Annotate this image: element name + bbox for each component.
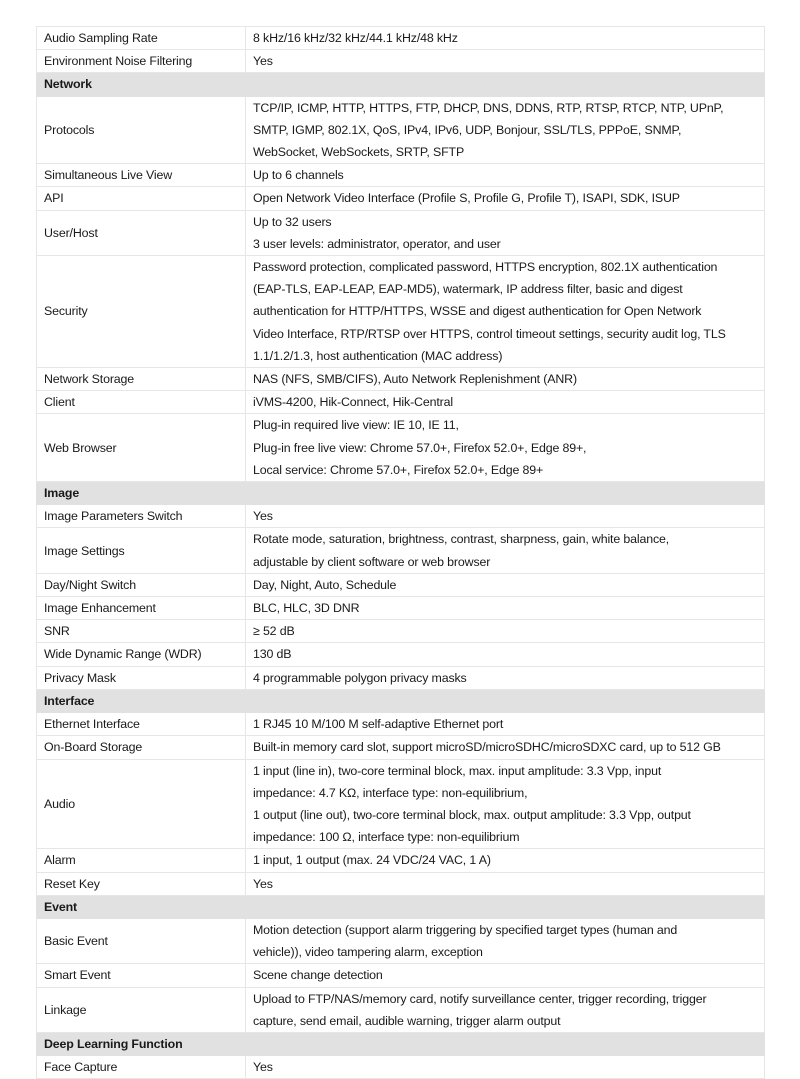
spec-value-line: capture, send email, audible warning, trigger alarm output	[253, 1013, 561, 1028]
section-title: Deep Learning Function	[37, 1032, 765, 1055]
spec-label: SNR	[37, 620, 246, 643]
spec-label: Audio Sampling Rate	[37, 27, 246, 50]
spec-value-line: Local service: Chrome 57.0+, Firefox 52.0+, Edge 89+	[253, 462, 544, 477]
spec-value-line: impedance: 4.7 KΩ, interface type: non-equilibrium,	[253, 785, 528, 800]
spec-value-line: 130 dB	[253, 647, 292, 662]
spec-row	[37, 849, 765, 872]
spec-label: Face Capture	[37, 1056, 246, 1079]
spec-value-line: WebSocket, WebSockets, SRTP, SFTP	[253, 145, 465, 160]
section-header-row	[37, 482, 765, 505]
spec-value	[246, 164, 765, 187]
spec-value	[246, 964, 765, 987]
spec-row	[37, 918, 765, 963]
spec-value-line: authentication for HTTP/HTTPS, WSSE and digest authentication for Open Network	[253, 304, 702, 319]
spec-value	[246, 50, 765, 73]
spec-label: Image Settings	[37, 528, 246, 573]
spec-value-line: NAS (NFS, SMB/CIFS), Auto Network Replenishment (ANR)	[253, 372, 577, 387]
spec-value-line: 3 user levels: administrator, operator, and user	[253, 236, 501, 251]
spec-label: Wide Dynamic Range (WDR)	[37, 643, 246, 666]
spec-value	[246, 597, 765, 620]
spec-row	[37, 505, 765, 528]
spec-value-line: Built-in memory card slot, support microSD/microSDHC/microSDXC card, up to 512 GB	[253, 740, 721, 755]
spec-label: Security	[37, 256, 246, 368]
spec-row	[37, 573, 765, 596]
spec-value-line: 1 input, 1 output (max. 24 VDC/24 VAC, 1 A)	[253, 853, 491, 868]
spec-value	[246, 210, 765, 255]
spec-value-line: Video Interface, RTP/RTSP over HTTPS, control timeout settings, security audit log, TLS	[253, 326, 726, 341]
spec-label: Protocols	[37, 96, 246, 164]
spec-label: Basic Event	[37, 918, 246, 963]
spec-label: Privacy Mask	[37, 666, 246, 689]
spec-row	[37, 187, 765, 210]
spec-label: Audio	[37, 759, 246, 849]
spec-value	[246, 368, 765, 391]
spec-label: On-Board Storage	[37, 736, 246, 759]
spec-label: Day/Night Switch	[37, 573, 246, 596]
spec-label: Ethernet Interface	[37, 713, 246, 736]
spec-row	[37, 164, 765, 187]
section-title: Interface	[37, 689, 765, 712]
spec-label: Image Enhancement	[37, 597, 246, 620]
spec-row	[37, 210, 765, 255]
spec-value-line: Motion detection (support alarm triggering by specified target types (human and	[253, 922, 678, 937]
spec-value-line: adjustable by client software or web browser	[253, 554, 491, 569]
spec-value-line: Open Network Video Interface (Profile S, Profile G, Profile T), ISAPI, SDK, ISUP	[253, 191, 680, 206]
spec-label: Environment Noise Filtering	[37, 50, 246, 73]
spec-value	[246, 1056, 765, 1079]
spec-row	[37, 528, 765, 573]
spec-row	[37, 713, 765, 736]
spec-row	[37, 736, 765, 759]
specification-table	[36, 26, 765, 1079]
spec-value-line: 8 kHz/16 kHz/32 kHz/44.1 kHz/48 kHz	[253, 31, 458, 45]
spec-value	[246, 528, 765, 573]
spec-value-line: Upload to FTP/NAS/memory card, notify surveillance center, trigger recording, trigger	[253, 991, 707, 1006]
spec-value-line: TCP/IP, ICMP, HTTP, HTTPS, FTP, DHCP, DNS, DDNS, RTP, RTSP, RTCP, NTP, UPnP,	[253, 100, 724, 115]
spec-label: Client	[37, 391, 246, 414]
spec-value-line: Yes	[253, 1060, 273, 1075]
spec-value	[246, 27, 765, 50]
spec-value	[246, 849, 765, 872]
spec-row	[37, 50, 765, 73]
spec-label: Linkage	[37, 987, 246, 1032]
spec-row	[37, 872, 765, 895]
specification-table-body	[37, 27, 765, 1079]
spec-label: Alarm	[37, 849, 246, 872]
spec-label: Reset Key	[37, 872, 246, 895]
section-title: Event	[37, 895, 765, 918]
spec-label: Smart Event	[37, 964, 246, 987]
section-header-row	[37, 689, 765, 712]
spec-value-line: 1.1/1.2/1.3, host authentication (MAC address)	[253, 348, 503, 363]
spec-row	[37, 1056, 765, 1079]
spec-value	[246, 620, 765, 643]
spec-row	[37, 987, 765, 1032]
spec-value-line: 1 output (line out), two-core terminal block, max. output amplitude: 3.3 Vpp, output	[253, 807, 691, 822]
spec-row	[37, 597, 765, 620]
spec-value	[246, 918, 765, 963]
section-header-row	[37, 895, 765, 918]
spec-value-line: vehicle)), video tampering alarm, exception	[253, 945, 483, 960]
section-title: Image	[37, 482, 765, 505]
spec-row	[37, 96, 765, 164]
spec-value-line: ≥ 52 dB	[253, 624, 295, 639]
spec-label: Network Storage	[37, 368, 246, 391]
spec-value-line: iVMS-4200, Hik-Connect, Hik-Central	[253, 395, 453, 410]
spec-row	[37, 643, 765, 666]
spec-value-line: Yes	[253, 876, 273, 891]
spec-value	[246, 666, 765, 689]
spec-value-line: Yes	[253, 54, 273, 69]
spec-row	[37, 620, 765, 643]
spec-value-line: 1 RJ45 10 M/100 M self-adaptive Ethernet port	[253, 717, 504, 732]
spec-value-line: Yes	[253, 509, 273, 524]
spec-row	[37, 964, 765, 987]
spec-value	[246, 96, 765, 164]
spec-value-line: Scene change detection	[253, 968, 383, 983]
spec-value	[246, 736, 765, 759]
spec-value-line: Rotate mode, saturation, brightness, contrast, sharpness, gain, white balance,	[253, 532, 670, 547]
spec-value	[246, 187, 765, 210]
spec-value-line: Day, Night, Auto, Schedule	[253, 577, 397, 592]
spec-value-line: 1 input (line in), two-core terminal block, max. input amplitude: 3.3 Vpp, input	[253, 763, 662, 778]
spec-row	[37, 759, 765, 849]
spec-value	[246, 713, 765, 736]
spec-row	[37, 256, 765, 368]
spec-row	[37, 414, 765, 482]
spec-value-line: Up to 6 channels	[253, 168, 344, 183]
spec-row	[37, 666, 765, 689]
spec-value	[246, 414, 765, 482]
spec-value	[246, 573, 765, 596]
spec-label: API	[37, 187, 246, 210]
spec-row	[37, 368, 765, 391]
spec-value-line: SMTP, IGMP, 802.1X, QoS, IPv4, IPv6, UDP, Bonjour, SSL/TLS, PPPoE, SNMP,	[253, 122, 682, 137]
spec-row	[37, 27, 765, 50]
spec-value	[246, 643, 765, 666]
section-title: Network	[37, 73, 765, 96]
spec-label: User/Host	[37, 210, 246, 255]
spec-value-line: BLC, HLC, 3D DNR	[253, 601, 360, 616]
spec-label: Web Browser	[37, 414, 246, 482]
spec-value	[246, 759, 765, 849]
section-header-row	[37, 73, 765, 96]
spec-value-line: Password protection, complicated password, HTTPS encryption, 802.1X authentication	[253, 260, 718, 275]
spec-value-line: impedance: 100 Ω, interface type: non-equilibrium	[253, 830, 520, 845]
section-header-row	[37, 1032, 765, 1055]
spec-label: Simultaneous Live View	[37, 164, 246, 187]
spec-value-line: Up to 32 users	[253, 214, 332, 229]
spec-value-line: (EAP-TLS, EAP-LEAP, EAP-MD5), watermark, IP address filter, basic and digest	[253, 282, 683, 297]
spec-value	[246, 505, 765, 528]
spec-label: Image Parameters Switch	[37, 505, 246, 528]
spec-value-line: Plug-in free live view: Chrome 57.0+, Firefox 52.0+, Edge 89+,	[253, 440, 587, 455]
spec-value	[246, 391, 765, 414]
spec-value	[246, 987, 765, 1032]
spec-row	[37, 391, 765, 414]
spec-value	[246, 256, 765, 368]
spec-value-line: 4 programmable polygon privacy masks	[253, 670, 467, 685]
spec-value	[246, 872, 765, 895]
spec-value-line: Plug-in required live view: IE 10, IE 11,	[253, 418, 459, 433]
